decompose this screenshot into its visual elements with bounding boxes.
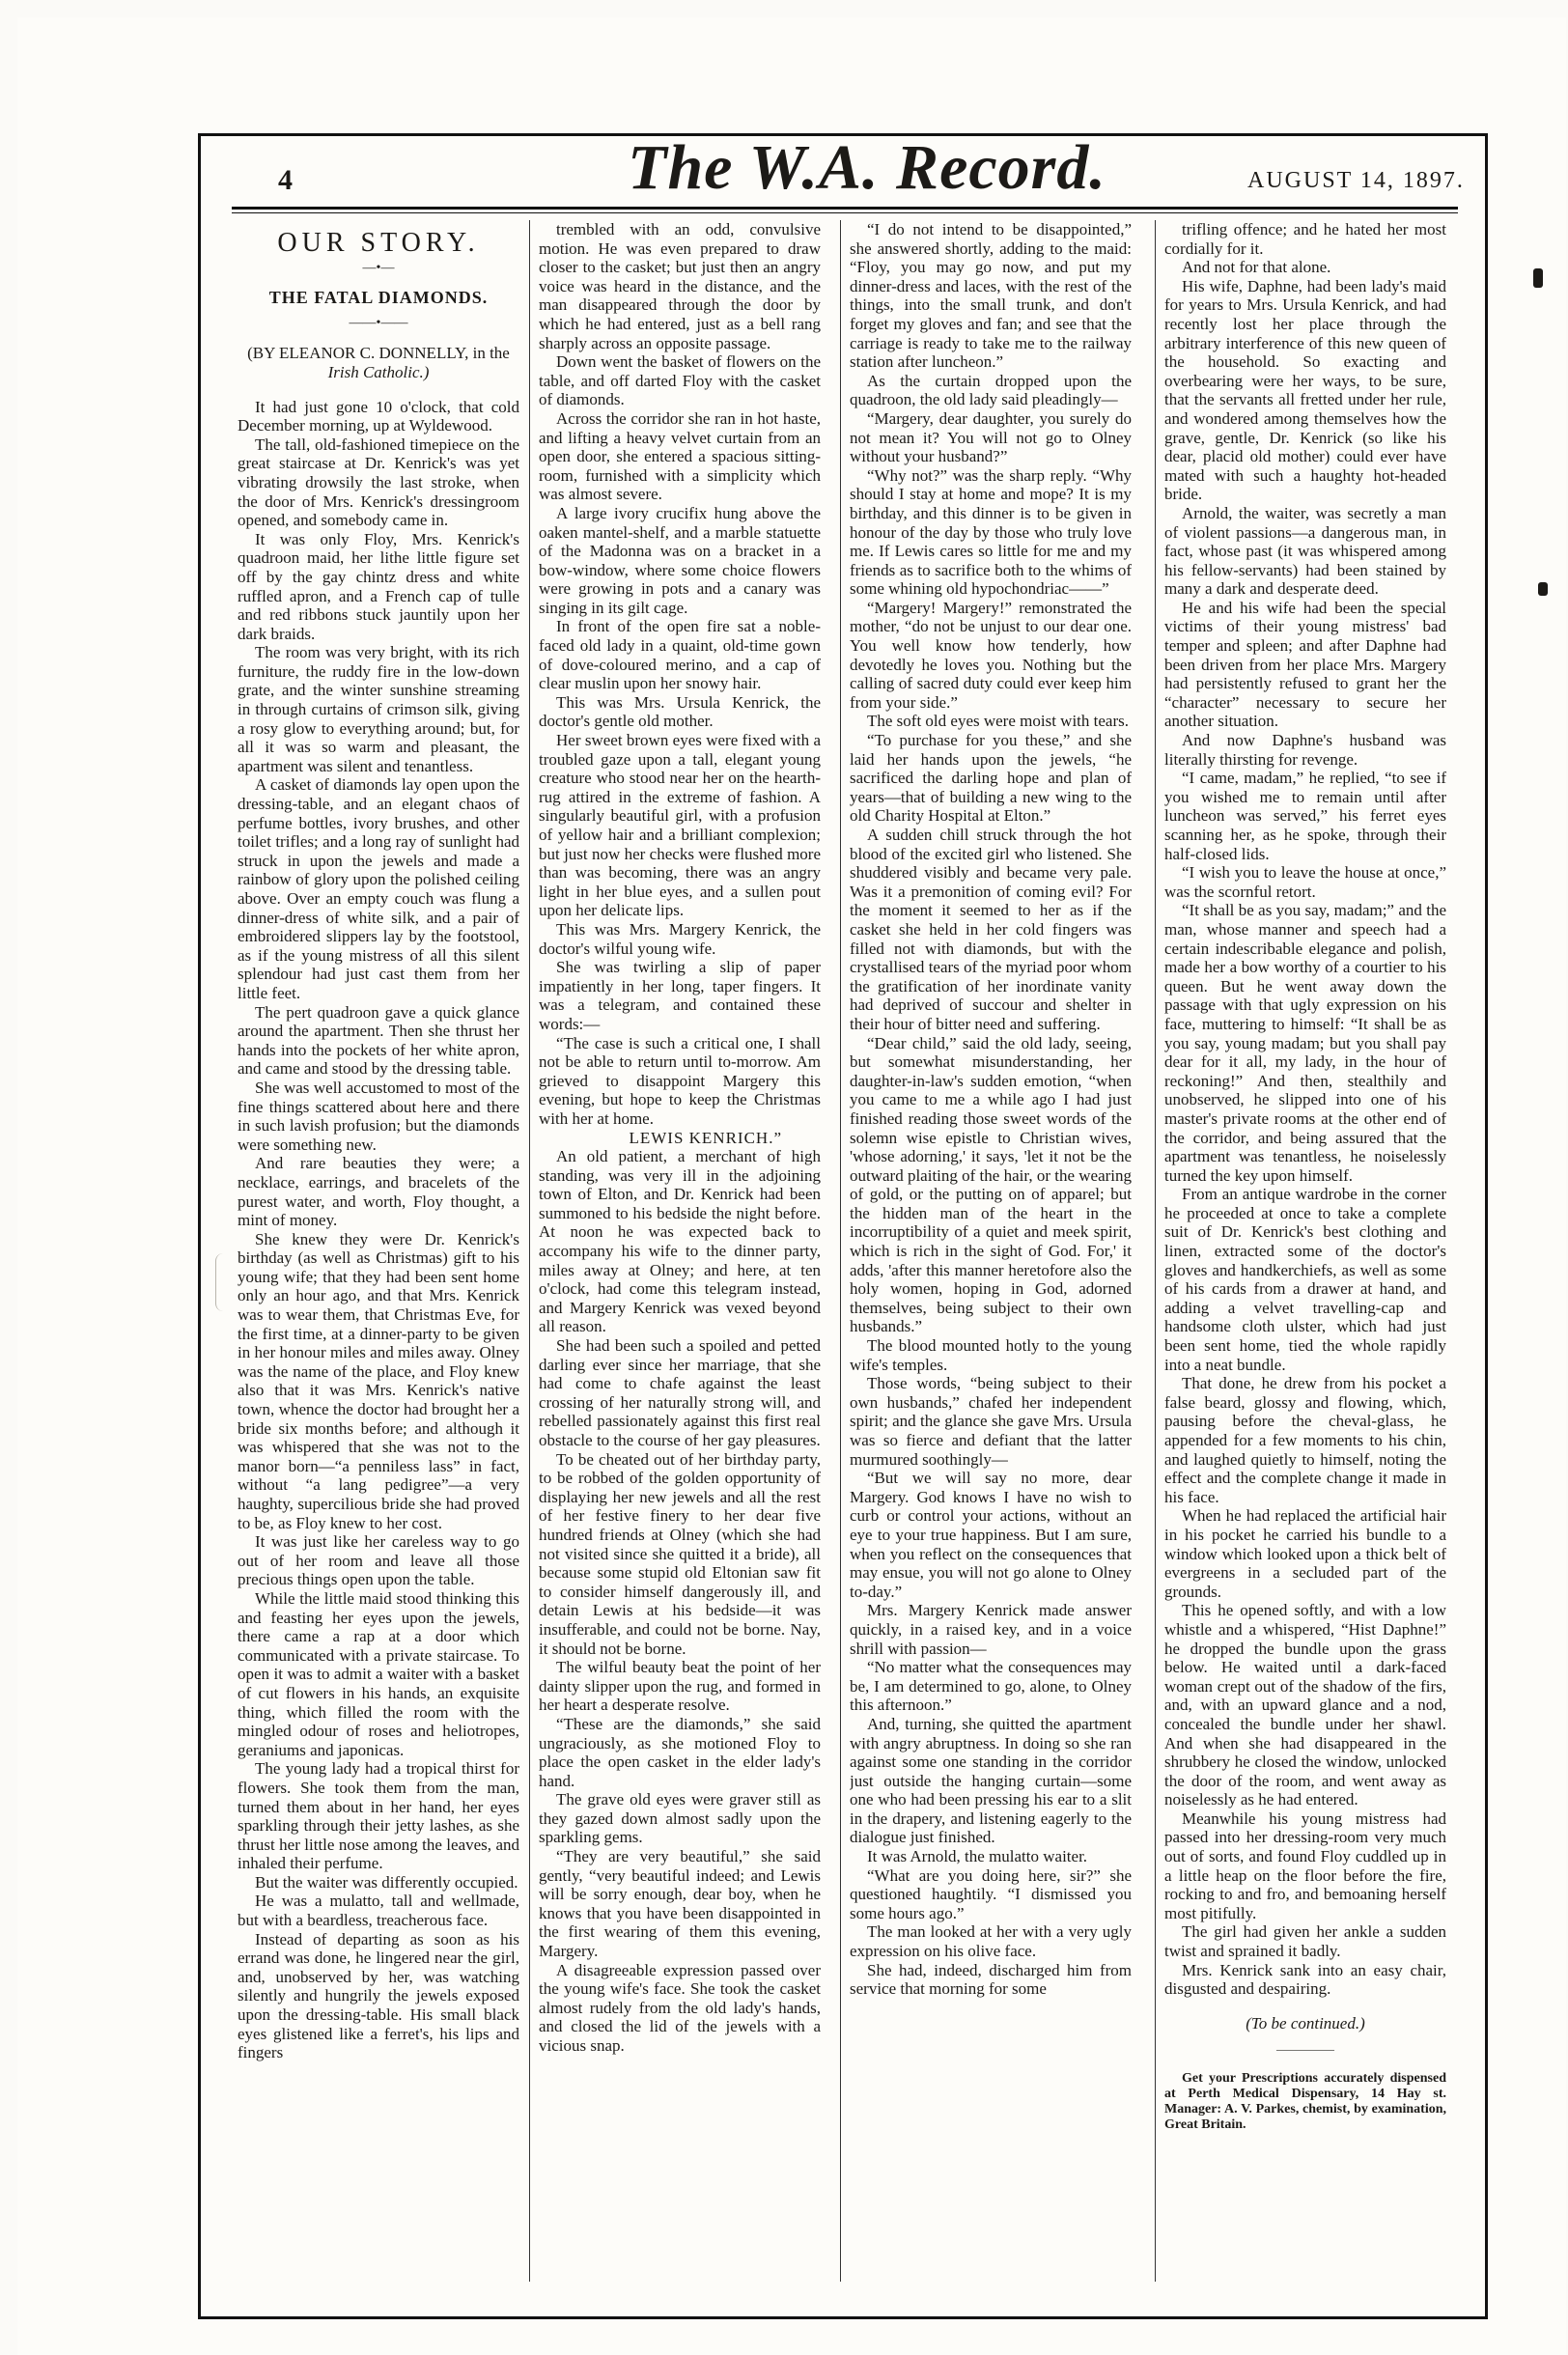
story-paragraph: She had, indeed, discharged him from service that morning for some: [850, 1960, 1132, 1999]
story-paragraph: And not for that alone.: [1182, 258, 1331, 277]
byline: [238, 344, 519, 381]
column-divider: [529, 220, 530, 2282]
story-paragraph: She had been such a spoiled and petted darling ever since her marriage, that she had come to chafe against the least crossing of her naturally strong will, and rebelled passionately against this first real obstacle to the course of her gay pleasures.: [539, 1336, 821, 1449]
story-paragraph: The pert quadroon gave a quick glance around the apartment. Then she thrust her hands into the pockets of her white apron, and came and stood by the dressing table.: [238, 1002, 519, 1079]
story-paragraph: “It shall be as you say, madam;” and the man, whose manner and speech had a certain indescribable elegance and polish, made her a bow worthy of a courtier to his queen. But he went away down the passage with that ugly expression on his face, muttering to himself: “It shall be as you say, young madam; but you shall pay dear for it all, my lady, in the hour of reckoning!” And then, stealthily and unobserved, he slipped into one of his master's private rooms at the other end of the corridor, and being assured that the apartment was tenantless, he noiselessly turned the key upon himself.: [1164, 901, 1446, 1185]
story-paragraph: This was Mrs. Ursula Kenrick, the doctor's gentle old mother.: [539, 692, 821, 731]
story-paragraph: This was Mrs. Margery Kenrick, the doctor's wilful young wife.: [539, 919, 821, 958]
story-paragraph: The man looked at her with a very ugly expression on his olive face.: [850, 1922, 1132, 1961]
story-paragraph: A casket of diamonds lay open upon the dressing-table, and an elegant chaos of perfume bottles, ivory brushes, and other toilet trifles; and a long ray of sunlight had struck in upon the jewels and made a rainbow of glory upon the polished ceiling above. Over an empty couch was flung a dinner-dress of white silk, and a pair of embroidered slippers lay by the footstool, as if the young mistress of all this silent splendour had just cast them from her little feet.: [238, 775, 519, 1002]
story-paragraph: The soft old eyes were moist with tears.: [867, 712, 1129, 731]
column-1: [238, 220, 519, 2296]
story-paragraph: She was well accustomed to most of the fine things scattered about here and there in such lavish profusion; but the diamonds were something new.: [238, 1078, 519, 1154]
page-number: 4: [278, 164, 293, 196]
masthead-title: The W.A. Record.: [628, 132, 1106, 203]
story-paragraph: And now Daphne's husband was literally thirsting for revenge.: [1164, 731, 1446, 769]
story-paragraph: An old patient, a merchant of high standing, was very ill in the adjoining town of Elton, and Dr. Kenrick had been summoned to his bedside the night before. At noon he was expected back to accompany his wife to the dinner party, miles away at Olney; and here, at ten o'clock, had come this telegram instead, and Margery Kenrick was vexed beyond all reason.: [539, 1147, 821, 1336]
column-3-body: [850, 220, 1132, 1999]
story-paragraph: The wilful beauty beat the point of her dainty slipper upon the rug, and formed in her heart a desperate resolve.: [539, 1658, 821, 1715]
story-paragraph: “I came, madam,” he replied, “to see if you wished me to remain until after luncheon was served,” his ferret eyes scanning her, as he spoke, through their half-closed lids.: [1164, 769, 1446, 863]
ornament-rule: —————: [1276, 2042, 1334, 2057]
story-paragraph: When he had replaced the artificial hair in his pocket he carried his bundle to a window which looked upon a thick belt of evergreens in a secluded part of the grounds.: [1164, 1506, 1446, 1601]
story-paragraph: This he opened softly, and with a low whistle and a whispered, “Hist Daphne!” he dropped the bundle upon the grass below. He waited until a dark-faced woman crept out of the shadow of the firs, and, with an upward glance and a nod, concealed the bundle under her shawl. And when she had disappeared in the shrubbery he closed the window, unlocked the door of the room, and went away as noiselessly as he had entered.: [1164, 1601, 1446, 1809]
story-paragraph: It was just like her careless way to go out of her room and leave all those precious things open upon the table.: [238, 1532, 519, 1589]
story-paragraph: That done, he drew from his pocket a false beard, glossy and flowing, which, pausing before the cheval-glass, he appended for a few moments to his chin, and laughed quietly to himself, noting the effect and the complete change it made in his face.: [1164, 1374, 1446, 1506]
story-paragraph: His wife, Daphne, had been lady's maid for years to Mrs. Ursula Kenrick, and had recently lost her place through the arbitrary interference of this new queen of the household. So exacting and overbearing were her ways, to be sure, that the servants all fretted under her rule, and wondered among themselves how the grave, gentle, Dr. Kenrick (so like his dear, placid old mother) could ever have mated with such a haughty hot-headed bride.: [1164, 276, 1446, 504]
story-paragraph: And, turning, she quitted the apartment with angry abruptness. In doing so she ran against some one standing in the corridor just outside the hanging curtain—some one who had been pressing his ear to a slit in the drapery, and listening eagerly to the dialogue just finished.: [850, 1714, 1132, 1847]
story-paragraph: The young lady had a tropical thirst for flowers. She took them from the man, turned them about in her hand, her eyes sparkling through their jetty lashes, as she thrust her little nose among the leaves, and inhaled their perfume.: [238, 1759, 519, 1873]
to-be-continued: (To be continued.): [1246, 2013, 1365, 2033]
story-paragraph: In front of the open fire sat a noble-faced old lady in a quaint, old-time gown of dove-coloured merino, and a cap of clear muslin upon her snowy hair.: [539, 617, 821, 693]
story-paragraph: The tall, old-fashioned timepiece on the great staircase at Dr. Kenrick's was yet vibrating drowsily the last stroke, when the door of Mrs. Kenrick's dressingroom opened, and somebody came in.: [238, 435, 519, 530]
story-paragraph: “These are the diamonds,” she said ungraciously, as she motioned Floy to place the open casket in the elder lady's hand.: [539, 1714, 821, 1790]
story-paragraph: Down went the basket of flowers on the table, and off darted Floy with the casket of diamonds.: [539, 352, 821, 409]
column-divider: [840, 220, 841, 2282]
ornament-rule: ——•——: [349, 315, 408, 330]
story-title: THE FATAL DIAMONDS.: [268, 288, 489, 308]
story-paragraph: “The case is such a critical one, I shall not be able to return until to-morrow. Am grieved to disappoint Margery this evening, but hope to keep the Christmas with her at home.: [539, 1033, 821, 1128]
column-3: [850, 220, 1132, 2296]
margin-ink-mark: [1533, 268, 1543, 288]
story-paragraph: A sudden chill struck through the hot blood of the excited girl who listened. She shuddered visibly and became very pale. Was it a premonition of coming evil? For the moment it seemed to her as if the casket she held in her cold fingers was filled not with diamonds, but with the crystallised tears of the myriad poor whom the gratification of her inordinate vanity had deprived of succour and shelter in their hour of bitter need and suffering.: [850, 826, 1132, 1033]
story-paragraph: It was Arnold, the mulatto waiter.: [867, 1847, 1088, 1866]
byline-author: (BY ELEANOR C. DONNELLY, in the: [247, 344, 510, 363]
story-paragraph: Those words, “being subject to their own husbands,” chafed her independent spirit; and the glance she gave Mrs. Ursula was so fierce and defiant that the latter murmured soothingly—: [850, 1374, 1132, 1469]
column-4: [1164, 220, 1446, 2296]
story-paragraph: The room was very bright, with its rich furniture, the ruddy fire in the low-down grate, and the winter sunshine streaming in through curtains of crimson silk, giving a rosy glow to everything around; but, for all it was so warm and pleasant, the apartment was silent and tenantless.: [238, 643, 519, 775]
story-paragraph: LEWIS KENRICH.”: [629, 1128, 782, 1147]
margin-fold-mark: [215, 1253, 232, 1311]
story-paragraph: trembled with an odd, convulsive motion. He was even prepared to draw closer to the casket; but just then an angry voice was heard in the distance, and the man disappeared through the door by which he had entered, just as a bell rang sharply across an opposite passage.: [539, 220, 821, 352]
story-paragraph: “But we will say no more, dear Margery. God knows I have no wish to curb or control your actions, without an eye to your true happiness. But I am sure, when you reflect on the consequences that may ensue, you will not go alone to Olney to-day.”: [850, 1469, 1132, 1601]
story-paragraph: “They are very beautiful,” she said gently, “very beautiful indeed; and Lewis will be sorry enough, dear boy, when he knows that you have been disappointed in the first wearing of them this evening, Margery.: [539, 1847, 821, 1961]
story-paragraph: The grave old eyes were graver still as they gazed down almost sadly upon the sparkling gems.: [539, 1790, 821, 1847]
story-paragraph: A disagreeable expression passed over the young wife's face. She took the casket almost rudely from the old lady's hands, and closed the lid of the jewels with a vicious snap.: [539, 1960, 821, 2055]
story-paragraph: Mrs. Kenrick sank into an easy chair, disgusted and despairing.: [1164, 1960, 1446, 1999]
story-paragraph: “What are you doing here, sir?” she questioned haughtily. “I dismissed you some hours ago.”: [850, 1865, 1132, 1922]
column-4-body: [1164, 220, 1446, 1999]
column-1-body: [238, 398, 519, 2062]
story-paragraph: Her sweet brown eyes were fixed with a troubled gaze upon a tall, elegant young creature who stood near her on the hearth-rug attired in the extreme of fashion. A singularly beautiful girl, with a profusion of yellow hair and a brilliant complexion; but just now her checks were flushed more than was becoming, there was an angry light in her blue eyes, and a sullen pout upon her delicate lips.: [539, 731, 821, 920]
story-paragraph: She was twirling a slip of paper impatiently in her long, taper fingers. It was a telegram, and contained these words:—: [539, 958, 821, 1033]
header-rule: [232, 207, 1458, 210]
story-paragraph: “Margery, dear daughter, you surely do not mean it? You will not go to Olney without your husband?”: [850, 408, 1132, 466]
story-paragraph: It was only Floy, Mrs. Kenrick's quadroon maid, her lithe little figure set off by the gay chintz dress and white ruffled apron, and a French cap of tulle and red ribbons stuck jauntily upon her dark braids.: [238, 529, 519, 643]
story-paragraph: But the waiter was differently occupied.: [255, 1872, 518, 1892]
column-divider: [1155, 220, 1156, 2282]
story-paragraph: From an antique wardrobe in the corner he proceeded at once to take a complete suit of Dr. Kenrick's best clothing and linen, extracted some of the doctor's gloves and handkerchiefs, as well as some of his cards from a drawer at hand, and adding a velvet travelling-cap and handsome cloth ulster, which had just been sent home, tied the whole rapidly into a neat bundle.: [1164, 1185, 1446, 1374]
story-paragraph: Meanwhile his young mistress had passed into her dressing-room very much out of sorts, and found Floy cuddled up in a little heap on the floor before the fire, rocking to and fro, and bemoaning herself most pitifully.: [1164, 1808, 1446, 1922]
story-paragraph: He was a mulatto, tall and wellmade, but with a beardless, treacherous face.: [238, 1892, 519, 1930]
story-paragraph: She knew they were Dr. Kenrick's birthday (as well as Christmas) gift to his young wife; that they had been sent home only an hour ago, and that Mrs. Kenrick was to wear them, that Christmas Eve, for the first time, at a dinner-party to be given in her honour miles and miles away. Olney was the name of the place, and Floy knew also that it was Mrs. Kenrick's native town, whence the doctor had brought her a bride six months before; and although it was whispered that she was not to the manor born—“a penniless lass” in fact, without “a lang pedigree”—a very haughty, supercilious bride she had proved to be, as Floy knew to her cost.: [238, 1229, 519, 1532]
byline-source: Irish Catholic.): [327, 362, 430, 381]
column-2-body: [539, 220, 821, 2056]
story-paragraph: “Why not?” was the sharp reply. “Why should I stay at home and mope? It is my birthday, and this dinner is to be given in honour of the day by those who truly love me. If Lewis cares so little for me and my friends as to sacrifice both to the whims of some whining old hypochondriac——”: [850, 465, 1132, 599]
story-paragraph: trifling offence; and he hated her most cordially for it.: [1164, 220, 1446, 258]
story-paragraph: “No matter what the consequences may be, I am determined to go, alone, to Olney this afternoon.”: [850, 1658, 1132, 1715]
story-paragraph: Instead of departing as soon as his errand was done, he lingered near the girl, and, unobserved by her, was watching silently and hungrily the jewels exposed upon the dressing-table. His small black eyes glistened like a ferret's, his lips and fingers: [238, 1929, 519, 2062]
story-paragraph: And rare beauties they were; a necklace, earrings, and bracelets of the purest water, and worth, Floy thought, a mint of money.: [238, 1154, 519, 1230]
story-paragraph: He and his wife had been the special victims of their young mistress' bad temper and spleen; and after Daphne had been driven from her place Mrs. Margery had persistently refused to grant her the “character” necessary to secure her another situation.: [1164, 598, 1446, 731]
newspaper-page: [17, 17, 1566, 2355]
ornament-rule: —•—: [362, 260, 395, 275]
story-paragraph: To be cheated out of her birthday party, to be robbed of the golden opportunity of displaying her new jewels and all the rest of her festive finery to her dear five hundred friends at Olney (which she had not visited since she quitted it a bride), all because some stupid old Eltonian saw fit to consider himself dangerously ill, and detain Lewis at his bedside—it was insufferable, and could not be borne. Nay, it should not be borne.: [539, 1449, 821, 1658]
margin-ink-mark: [1538, 582, 1548, 596]
story-paragraph: The girl had given her ankle a sudden twist and sprained it badly.: [1164, 1922, 1446, 1961]
issue-date: AUGUST 14, 1897.: [1247, 168, 1465, 193]
header-rule-thin: [232, 212, 1458, 213]
story-paragraph: “To purchase for you these,” and she laid her hands upon the jewels, “he sacrificed the darling hope and plan of years—that of building a new wing to the old Charity Hospital at Elton.”: [850, 731, 1132, 826]
story-paragraph: “I wish you to leave the house at once,” was the scornful retort.: [1164, 863, 1446, 901]
story-paragraph: As the curtain dropped upon the quadroon, the old lady said pleadingly—: [850, 371, 1132, 409]
story-paragraph: The blood mounted hotly to the young wife's temples.: [850, 1336, 1132, 1374]
story-paragraph: It had just gone 10 o'clock, that cold December morning, up at Wyldewood.: [238, 397, 519, 435]
column-2: [539, 220, 821, 2296]
story-paragraph: While the little maid stood thinking this and feasting her eyes upon the jewels, there came a rap at a door which communicated with a private staircase. To open it was to admit a waiter with a basket of cut flowers in his hands, an exquisite thing, which filled the room with the mingled odour of roses and heliotropes, geraniums and japonicas.: [238, 1588, 519, 1759]
story-paragraph: Arnold, the waiter, was secretly a man of violent passions—a dangerous man, in fact, whose past (it was whispered among his fellow-servants) had been stained by many a dark and desperate deed.: [1164, 503, 1446, 599]
story-paragraph: “I do not intend to be disappointed,” she answered shortly, adding to the maid: “Floy, you may go now, and put my dinner-dress and laces, with the rest of the things, into the small trunk, and don't forget my gloves and fan; and see that the carriage is ready to take me to the railway station after luncheon.”: [850, 220, 1132, 372]
story-paragraph: A large ivory crucifix hung above the oaken mantel-shelf, and a marble statuette of the Madonna was on a bracket in a bow-window, where some choice flowers were growing in pots and a canary was singing in its gilt cage.: [539, 503, 821, 617]
dispensary-advertisement: Get your Prescriptions accurately dispensed at Perth Medical Dispensary, 14 Hay st. Manager: A. V. Parkes, chemist, by examination, Great Britain.: [1164, 2071, 1446, 2132]
story-paragraph: Across the corridor she ran in hot haste, and lifting a heavy velvet curtain from an open door, she entered a spacious sitting-room, furnished with a simplicity which was almost severe.: [539, 408, 821, 504]
story-paragraph: “Margery! Margery!” remonstrated the mother, “do not be unjust to our dear one. You well know how tenderly, how devotedly he loves you. Nothing but the calling of sacred duty could ever keep him from your side.”: [850, 598, 1132, 712]
section-heading: OUR STORY.: [277, 228, 480, 258]
story-paragraph: “Dear child,” said the old lady, seeing, but somewhat misunderstanding, her daughter-in-law's sudden emotion, “when you came to me a while ago I had just finished reading those sweet words of the solemn wise epistle to Christian wives, 'whose adorning,' it says, 'let it not be the outward plaiting of the hair, or the wearing of gold, or the putting on of apparel; but the hidden man of the heart in the incorruptibility of a quiet and meek spirit, which is rich in the sight of God. For,' it adds, 'after this manner heretofore also the holy women, hoping in God, adorned themselves, being subject to their own husbands.”: [850, 1033, 1132, 1336]
story-paragraph: Mrs. Margery Kenrick made answer quickly, in a raised key, and in a voice shrill with passion—: [850, 1601, 1132, 1658]
